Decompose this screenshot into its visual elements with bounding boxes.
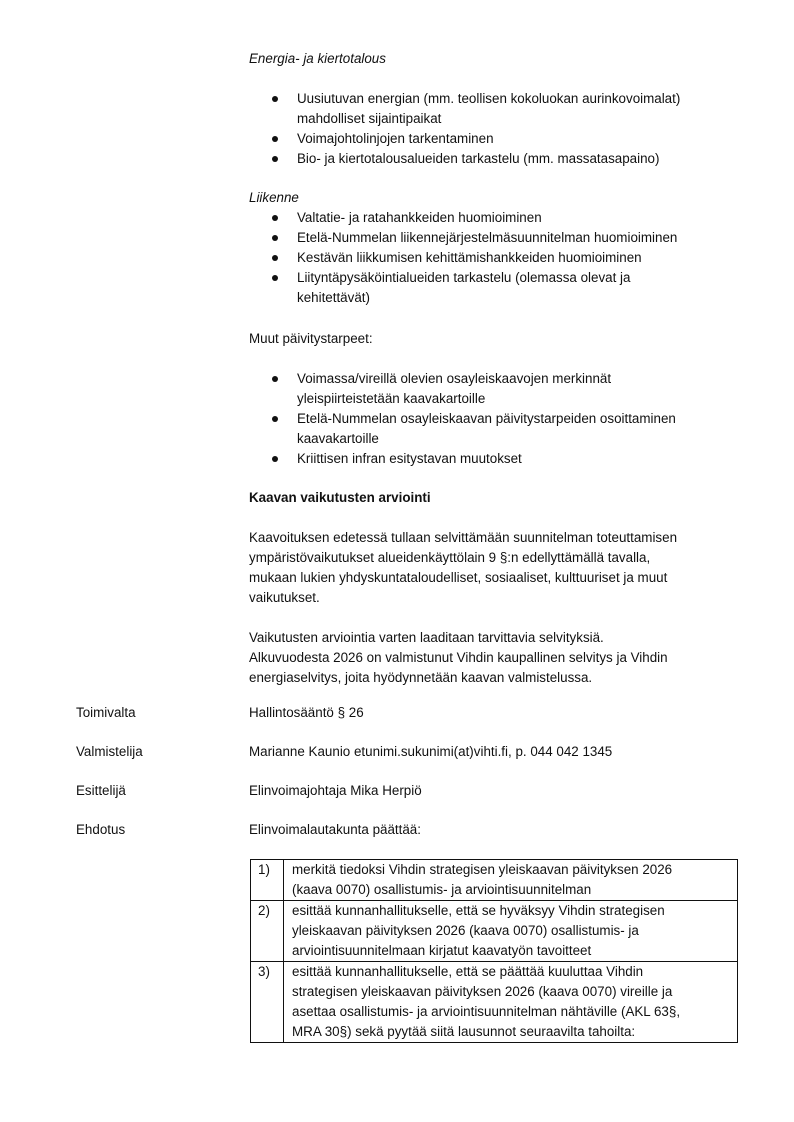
presenter-label: Esittelijä [76,783,126,798]
impact-section [249,488,739,688]
paragraph-line: Kaavoituksen edetessä tullaan selvittämään suunnitelman toteuttamisen [249,530,678,545]
row-number: 2) [251,901,284,962]
list-item [249,449,739,469]
row-line: (kaava 0070) osallistumis- ja arviointisuunnitelman [292,882,592,897]
paragraph-line: Vaikutusten arviointia varten laaditaan tarvittavia selvityksiä. [249,630,604,645]
list-item [249,208,739,228]
bullet-icon [272,376,278,382]
list-item-text: kaavakartoille [297,431,379,446]
row-line: asettaa osallistumis- ja arviointisuunnitelman nähtäville (AKL 63§, [292,1004,681,1019]
list-item-text: mahdolliset sijaintipaikat [297,111,442,126]
row-text [284,901,738,962]
row-line: strategisen yleiskaavan päivityksen 2026 (kaava 0070) vireille ja [292,984,673,999]
bullet-icon [272,255,278,261]
energy-list [249,89,739,169]
paragraph-line: vaikutukset. [249,590,320,605]
list-item-text: Uusiutuvan energian (mm. teollisen kokoluokan aurinkovoimalat) [297,91,681,106]
list-item-text: kehitettävät) [297,290,370,305]
list-item [249,228,739,248]
other-needs-list [249,369,739,469]
row-line: esittää kunnanhallitukselle, että se päättää kuuluttaa Vihdin [292,964,644,979]
bullet-icon [272,456,278,462]
table-row [251,901,738,962]
bullet-icon [272,416,278,422]
list-item-text: Etelä-Nummelan liikennejärjestelmäsuunnitelman huomioiminen [297,230,678,245]
paragraph-line: ympäristövaikutukset alueidenkäyttölain 9 §:n edellyttämällä tavalla, [249,550,651,565]
row-line: esittää kunnanhallitukselle, että se hyväksyy Vihdin strategisen [292,903,665,918]
bullet-icon [272,136,278,142]
impact-heading: Kaavan vaikutusten arviointi [249,490,431,505]
proposal-value: Elinvoimalautakunta päättää: [249,822,421,837]
other-needs-heading: Muut päivitystarpeet: [249,331,373,346]
traffic-list [249,208,739,308]
traffic-section [249,188,739,308]
row-number: 3) [251,962,284,1043]
row-line: merkitä tiedoksi Vihdin strategisen yleiskaavan päivityksen 2026 [292,862,673,877]
traffic-heading: Liikenne [249,190,299,205]
row-line: yleiskaavan päivityksen 2026 (kaava 0070) osallistumis- ja [292,923,639,938]
list-item-text: Etelä-Nummelan osayleiskaavan päivitystarpeiden osoittaminen [297,411,676,426]
impact-paragraph-2 [249,628,739,688]
paragraph-line: Alkuvuodesta 2026 on valmistunut Vihdin kaupallinen selvitys ja Vihdin [249,650,668,665]
bullet-icon [272,235,278,241]
list-item [249,89,739,129]
row-text [284,962,738,1043]
list-item [249,369,739,409]
row-text [284,860,738,901]
authority-value: Hallintosääntö § 26 [249,705,364,720]
energy-section [249,49,739,169]
proposal-label: Ehdotus [76,822,126,837]
bullet-icon [272,96,278,102]
row-line: MRA 30§) sekä pyytää siitä lausunnot seuraavilta tahoilta: [292,1024,636,1039]
preparer-value: Marianne Kaunio etunimi.sukunimi(at)vihti.fi, p. 044 042 1345 [249,744,613,759]
row-number: 1) [251,860,284,901]
impact-paragraph-1 [249,528,739,608]
list-item [249,268,739,308]
authority-label: Toimivalta [76,705,136,720]
list-item-text: Voimajohtolinjojen tarkentaminen [297,131,494,146]
list-item-text: Bio- ja kiertotalousalueiden tarkastelu (mm. massatasapaino) [297,151,660,166]
energy-heading: Energia- ja kiertotalous [249,51,386,66]
bullet-icon [272,156,278,162]
list-item [249,149,739,169]
other-needs-section [249,329,739,469]
list-item-text: Liityntäpysäköintialueiden tarkastelu (olemassa olevat ja [297,270,631,285]
list-item-text: Valtatie- ja ratahankkeiden huomioiminen [297,210,542,225]
paragraph-line: mukaan lukien yhdyskuntataloudelliset, sosiaaliset, kulttuuriset ja muut [249,570,668,585]
presenter-value: Elinvoimajohtaja Mika Herpiö [249,783,422,798]
list-item-text: Kriittisen infran esitystavan muutokset [297,451,522,466]
table-row [251,860,738,901]
list-item-text: yleispiirteistetään kaavakartoille [297,391,486,406]
paragraph-line: energiaselvitys, joita hyödynnetään kaavan valmistelussa. [249,670,593,685]
row-line: arviointisuunnitelmaan kirjatut kaavatyön tavoitteet [292,943,592,958]
list-item-text: Kestävän liikkumisen kehittämishankkeiden huomioiminen [297,250,642,265]
preparer-label: Valmistelija [76,744,143,759]
proposal-table [250,859,738,1043]
bullet-icon [272,275,278,281]
list-item [249,129,739,149]
list-item-text: Voimassa/vireillä olevien osayleiskaavojen merkinnät [297,371,612,386]
list-item [249,409,739,449]
bullet-icon [272,215,278,221]
list-item [249,248,739,268]
table-row [251,962,738,1043]
